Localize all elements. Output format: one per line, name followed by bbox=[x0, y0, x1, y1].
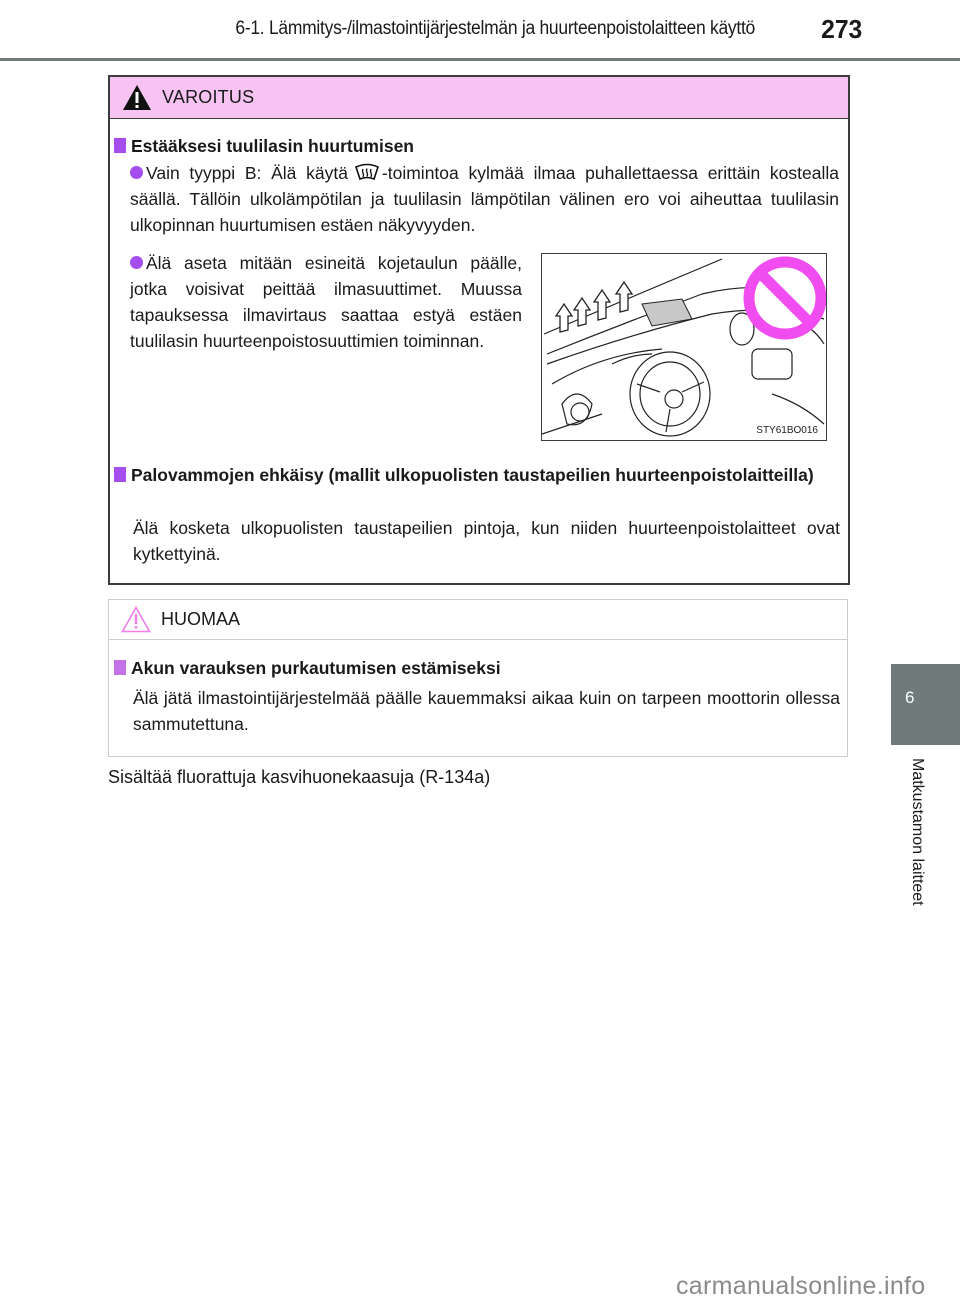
watermark: carmanualsonline.info bbox=[676, 1272, 926, 1300]
caution-header bbox=[109, 600, 847, 640]
warning-title: VAROITUS bbox=[162, 87, 255, 107]
section-square-icon bbox=[114, 660, 126, 675]
section-square-icon bbox=[114, 467, 126, 482]
bullet-dot-icon bbox=[130, 166, 143, 179]
page-number: 273 bbox=[821, 14, 863, 44]
section-heading-text: Akun varauksen purkautumisen estämiseksi bbox=[131, 658, 501, 678]
bullet-item bbox=[130, 160, 839, 238]
warning-triangle-icon bbox=[122, 84, 152, 111]
section-heading-text: Estääksesi tuulilasin huurtumisen bbox=[131, 136, 414, 156]
bullet-text: Vain tyyppi B: Älä käytä bbox=[146, 163, 348, 183]
prohibited-icon bbox=[749, 262, 821, 334]
refrigerant-note: Sisältää fluorattuja kasvihuonekaasuja (R-134a) bbox=[108, 767, 491, 787]
section-heading bbox=[114, 462, 840, 488]
bullet-text: Älä aseta mitään esineitä kojetaulun päälle, jotka voisivat peittää ilmasuuttimet. Muussa tapauksessa ilmavirtaus saattaa estyä estäen tuulilasin huurteenpoistosuuttimien toiminnan. bbox=[130, 253, 522, 351]
section-body: Älä kosketa ulkopuolisten taustapeilien pintoja, kun niiden huurteenpoistolaitteet ovat kytkettyinä. bbox=[133, 518, 840, 564]
bullet-dot-icon bbox=[130, 256, 143, 269]
page-header-title: 6-1. Lämmitys-/ilmastointijärjestelmän ja huurteenpoistolaitteen käyttö bbox=[235, 18, 756, 39]
illustration-code: STY61BO016 bbox=[756, 425, 818, 436]
section-heading bbox=[114, 133, 414, 159]
section-heading-text: Palovammojen ehkäisy (mallit ulkopuolisten taustapeilien huurteenpoistolaitteilla) bbox=[131, 465, 814, 485]
chapter-number: 6 bbox=[905, 688, 915, 707]
bullet-item bbox=[130, 250, 522, 354]
header-divider bbox=[0, 58, 960, 61]
section-body: Älä jätä ilmastointijärjestelmää päälle kauemmaksi aikaa kuin on tarpeen moottorin ollessa sammutettuna. bbox=[133, 688, 840, 734]
chapter-tab[interactable] bbox=[891, 664, 960, 745]
dashboard-illustration bbox=[541, 253, 827, 441]
section-square-icon bbox=[114, 138, 126, 153]
dashboard-drawing bbox=[542, 254, 826, 440]
caution-triangle-icon bbox=[121, 606, 151, 633]
caution-title: HUOMAA bbox=[161, 609, 241, 629]
chapter-title: Matkustamon laitteet bbox=[909, 758, 926, 906]
warning-header bbox=[110, 77, 848, 119]
section-heading bbox=[114, 655, 501, 681]
windshield-defroster-icon bbox=[354, 163, 380, 183]
bullet-text-continued: -toimintoa kylmää ilmaa puhallettaessa erittäin kostealla säällä. Tällöin ulkolämpötilan ja tuulilasin lämpötilan välinen ero voi aiheuttaa tuulilasin ulkopinnan huurtumisen estäen näkyvyyden. bbox=[130, 163, 839, 235]
